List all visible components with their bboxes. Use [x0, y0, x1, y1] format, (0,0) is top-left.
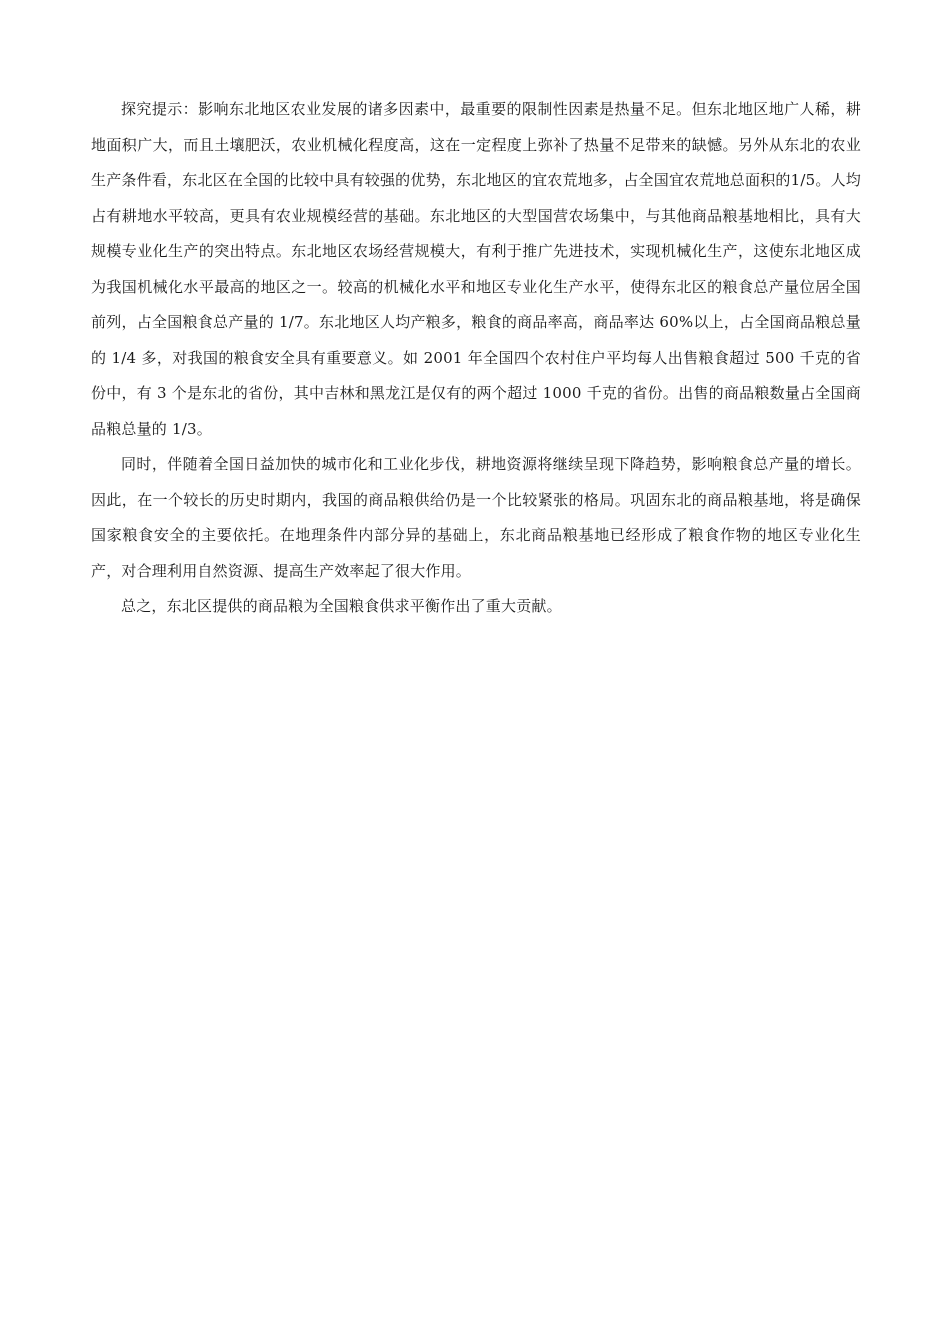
document-body: [91, 92, 861, 625]
paragraph-conclusion: 总之，东北区提供的商品粮为全国粮食供求平衡作出了重大贡献。: [121, 597, 562, 615]
paragraph-inquiry-hint: 探究提示：影响东北地区农业发展的诸多因素中，最重要的限制性因素是热量不足。但东北地区地广人稀，耕地面积广大，而且土壤肥沃，农业机械化程度高，这在一定程度上弥补了热量不足带来的缺憾。另外从东北的农业生产条件看，东北区在全国的比较中具有较强的优势，东北地区的宜农荒地多，占全国宜农荒地总面积的1/5。人均占有耕地水平较高，更具有农业规模经营的基础。东北地区的大型国营农场集中，与其他商品粮基地相比，具有大规模专业化生产的突出特点。东北地区农场经营规模大，有利于推广先进技术，实现机械化生产，这使东北地区成为我国机械化水平最高的地区之一。较高的机械化水平和地区专业化生产水平，使得东北区的粮食总产量位居全国前列，占全国粮食总产量的 1/7。东北地区人均产粮多，粮食的商品率高，商品率达 60%以上，占全国商品粮总量的 1/4 多，对我国的粮食安全具有重要意义。如 2001 年全国四个农村住户平均每人出售粮食超过 500 千克的省份中，有 3 个是东北的省份，其中吉林和黑龙江是仅有的两个超过 1000 千克的省份。出售的商品粮数量占全国商品粮总量的 1/3。: [91, 100, 861, 438]
paragraph-meanwhile: 同时，伴随着全国日益加快的城市化和工业化步伐，耕地资源将继续呈现下降趋势，影响粮食总产量的增长。因此，在一个较长的历史时期内，我国的商品粮供给仍是一个比较紧张的格局。巩固东北的商品粮基地，将是确保国家粮食安全的主要依托。在地理条件内部分异的基础上，东北商品粮基地已经形成了粮食作物的地区专业化生产，对合理利用自然资源、提高生产效率起了很大作用。: [91, 455, 861, 580]
